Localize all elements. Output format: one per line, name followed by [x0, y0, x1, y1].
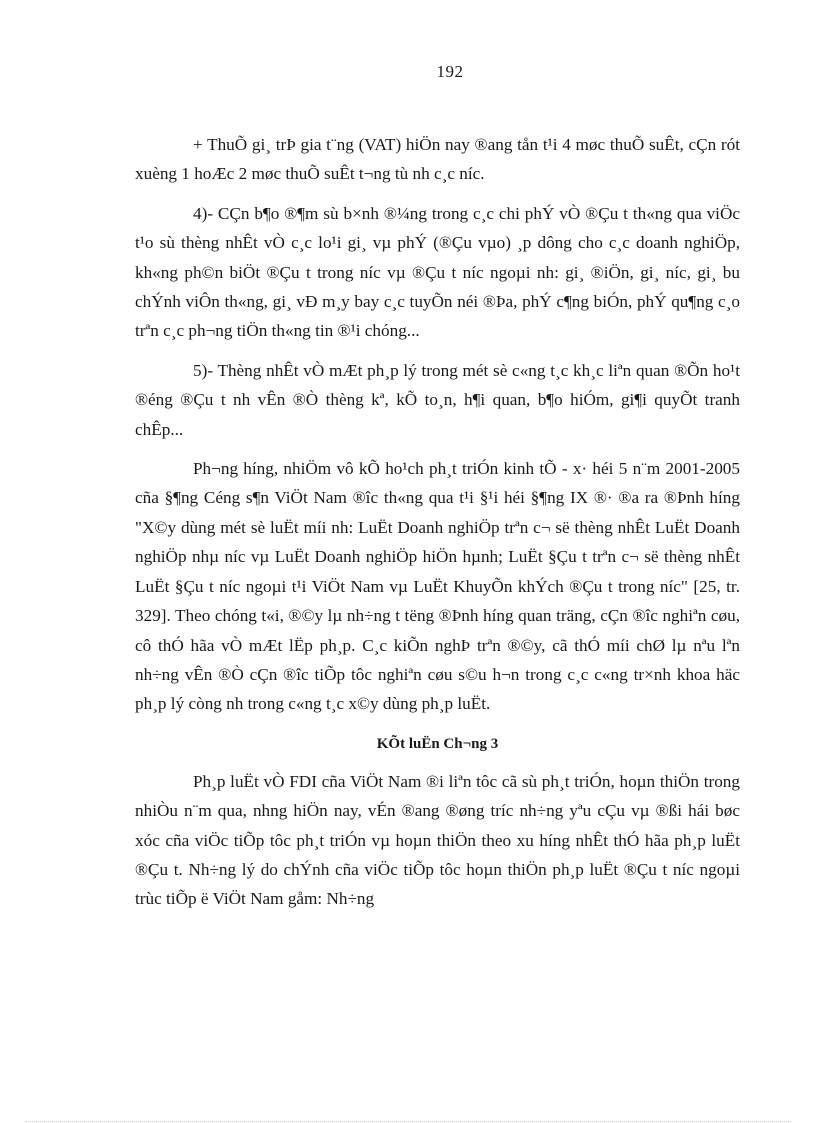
paragraph-direction: Ph¬ng híng, nhiÖm vô kÕ ho¹ch ph¸t triÓn kinh tÕ - x· héi 5 n¨m 2001-2005 cña §¶ng Céng s¶n ViÖt Nam ®îc th«ng qua t¹i §¹i héi §¶ng IX ®· ®a ra ®Þnh híng "X©y dùng mét sè luËt míi nh: LuËt Doanh nghiÖp trªn c¬ së thèng nhÊt LuËt Doanh nghiÖp nhµ níc vµ LuËt Doanh nghiÖp hiÖn hµnh; LuËt §Çu t trªn c¬ së thèng nhÊt LuËt §Çu t níc ngoµi t¹i ViÖt Nam vµ LuËt KhuyÕn khÝch ®Çu t trong níc" [25, tr. 329]. Theo chóng t«i, ®©y lµ nh÷ng t tëng ®Þnh híng quan träng, cÇn ®îc nghiªn cøu, cô thÓ hãa vÒ mÆt lËp ph¸p. C¸c kiÕn nghÞ trªn ®©y, cã thÓ míi chØ lµ nªu lªn nh÷ng vÊn ®Ò cÇn ®îc tiÕp tôc nghiªn cøu s©u h¬n trong c¸c c«ng tr×nh khoa häc ph¸p lý còng nh trong c«ng t¸c x©y dùng ph¸p luËt.	[135, 459, 740, 714]
document-body	[135, 130, 740, 924]
paragraph-conclusion: Ph¸p luËt vÒ FDI cña ViÖt Nam ®i liªn tôc cã sù ph¸t triÓn, hoµn thiÖn trong nhiÒu n¨m qua, nhng hiÖn nay, vÉn ®ang ®øng tríc nh÷ng yªu cÇu vµ ®ßi hái bøc xóc cña viÖc tiÕp tôc ph¸t triÓn vµ hoµn thiÖn theo xu híng nhÊt thÓ hãa ph¸p luËt ®Çu t. Nh÷ng lý do chÝnh cña viÖc tiÕp tôc hoµn thiÖn ph¸p luËt ®Çu t níc ngoµi trùc tiÕp ë ViÖt Nam gåm: Nh÷ng	[135, 771, 740, 909]
paragraph-vat: + ThuÕ gi¸ trÞ gia t¨ng (VAT) hiÖn nay ®ang tån t¹i 4 møc thuÕ suÊt, cÇn rót xuèng 1 hoÆc 2 møc thuÕ suÊt t¬ng tù nh c¸c níc.	[135, 135, 740, 184]
paragraph-item-5: 5)- Thèng nhÊt vÒ mÆt ph¸p lý trong mét sè c«ng t¸c kh¸c liªn quan ®Õn ho¹t ®éng ®Çu t nh vÊn ®Ò thèng kª, kÕ to¸n, h¶i quan, b¶o hiÓm, gi¶i quyÕt tranh chÊp...	[135, 360, 740, 439]
page-bottom-divider	[25, 1121, 791, 1122]
page-number: 192	[436, 62, 464, 81]
paragraph-item-4: 4)- CÇn b¶o ®¶m sù b×nh ®¼ng trong c¸c chi phÝ vÒ ®Çu t th«ng qua viÖc t¹o sù thèng nhÊt vÒ c¸c lo¹i gi¸ vµ phÝ (®Çu vµo) ¸p dông cho c¸c doanh nghiÖp, kh«ng ph©n biÖt ®Çu t trong níc vµ ®Çu t níc ngoµi nh: gi¸ ®iÖn, gi¸ níc, gi¸ bu chÝnh viÔn th«ng, gi¸ vÐ m¸y bay c¸c tuyÕn néi ®Þa, phÝ c¶ng biÓn, phÝ qu¶ng c¸o trªn c¸c ph¬ng tiÖn th«ng tin ®¹i chóng...	[135, 203, 740, 341]
section-heading: KÕt luËn Ch¬ng 3	[376, 735, 499, 752]
